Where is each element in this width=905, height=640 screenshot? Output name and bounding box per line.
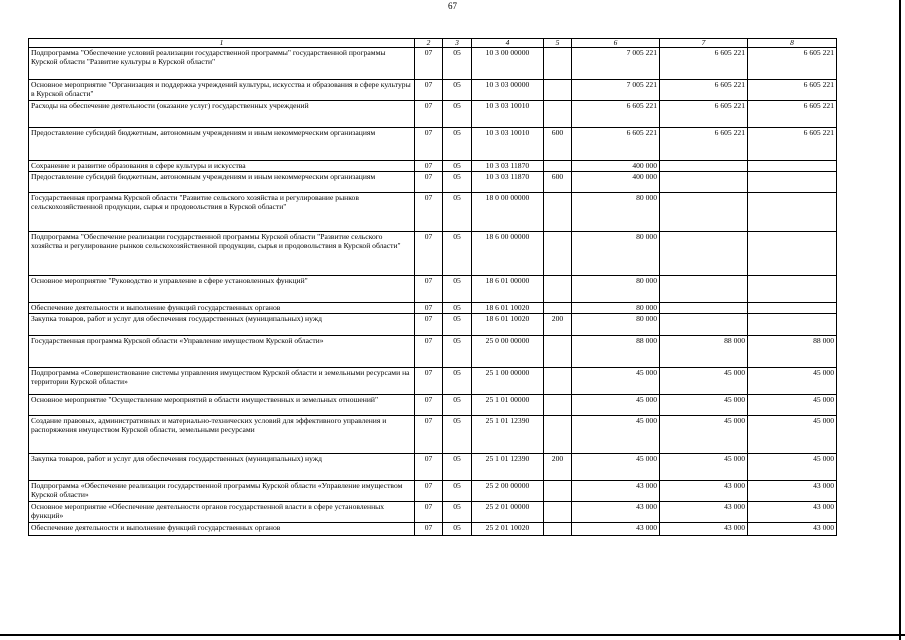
row-name: Закупка товаров, работ и услуг для обеспечения государственных (муниципальных) нужд [29,454,415,481]
row-amount-year-1: 80 000 [572,303,660,314]
col-header-section: 2 [415,39,443,48]
row-subsection: 05 [443,161,472,172]
col-header-name: 1 [29,39,415,48]
row-amount-year-3: 43 000 [748,523,837,536]
row-amount-year-2 [660,193,748,232]
row-amount-year-2: 43 000 [660,481,748,502]
row-amount-year-3: 45 000 [748,395,837,416]
row-name: Основное мероприятие «Обеспечение деятельности органов государственной власти в сфере установленных функций» [29,502,415,523]
row-expense-type [544,161,572,172]
header-row [29,39,837,48]
row-target-article: 25 2 00 00000 [472,481,544,502]
row-section: 07 [415,48,443,80]
row-section: 07 [415,80,443,101]
row-section: 07 [415,454,443,481]
row-subsection: 05 [443,502,472,523]
row-name: Предоставление субсидий бюджетным, автономным учреждениям и иным некоммерческим организациям [29,172,415,193]
row-amount-year-3: 6 605 221 [748,128,837,161]
row-amount-year-3 [748,303,837,314]
row-amount-year-1: 43 000 [572,523,660,536]
row-amount-year-2: 6 605 221 [660,128,748,161]
row-subsection: 05 [443,523,472,536]
row-amount-year-3: 6 605 221 [748,101,837,128]
row-expense-type [544,276,572,303]
row-target-article: 25 1 01 12390 [472,454,544,481]
row-expense-type [544,193,572,232]
row-section: 07 [415,416,443,454]
row-subsection: 05 [443,416,472,454]
row-amount-year-2 [660,303,748,314]
row-amount-year-3: 43 000 [748,481,837,502]
row-amount-year-3 [748,232,837,276]
row-target-article: 18 6 01 10020 [472,303,544,314]
row-section: 07 [415,336,443,368]
row-amount-year-2 [660,276,748,303]
row-name: Закупка товаров, работ и услуг для обеспечения государственных (муниципальных) нужд [29,314,415,336]
row-amount-year-1: 80 000 [572,276,660,303]
row-section: 07 [415,303,443,314]
row-target-article: 25 1 01 00000 [472,395,544,416]
row-name: Создание правовых, административных и материально-технических условий для эффективного управления и распоряжения имуществом Курской области, земельными ресурсами [29,416,415,454]
row-expense-type [544,395,572,416]
row-name: Предоставление субсидий бюджетным, автономным учреждениям и иным некоммерческим организациям [29,128,415,161]
row-expense-type [544,368,572,395]
row-expense-type [544,523,572,536]
row-amount-year-3 [748,314,837,336]
row-amount-year-1: 88 000 [572,336,660,368]
row-subsection: 05 [443,454,472,481]
row-amount-year-2 [660,161,748,172]
row-amount-year-2: 88 000 [660,336,748,368]
scan-border-bottom [0,634,905,636]
table-row [29,395,837,416]
row-expense-type: 600 [544,128,572,161]
row-expense-type: 600 [544,172,572,193]
row-amount-year-1: 45 000 [572,454,660,481]
table-row [29,232,837,276]
table-row [29,303,837,314]
row-section: 07 [415,395,443,416]
row-amount-year-2 [660,314,748,336]
table-row [29,314,837,336]
row-amount-year-3 [748,172,837,193]
row-amount-year-3: 43 000 [748,502,837,523]
row-section: 07 [415,368,443,395]
row-subsection: 05 [443,395,472,416]
row-name: Подпрограмма «Совершенствование системы управления имуществом Курской области и земельными ресурсами на территории Курской области» [29,368,415,395]
row-amount-year-1: 45 000 [572,395,660,416]
row-section: 07 [415,101,443,128]
row-amount-year-2: 43 000 [660,523,748,536]
row-amount-year-2: 45 000 [660,454,748,481]
table-row [29,276,837,303]
row-target-article: 10 3 03 00000 [472,80,544,101]
row-expense-type [544,48,572,80]
row-target-article: 25 0 00 00000 [472,336,544,368]
row-amount-year-3: 88 000 [748,336,837,368]
row-expense-type: 200 [544,314,572,336]
row-expense-type [544,101,572,128]
row-expense-type [544,416,572,454]
row-target-article: 10 3 03 11870 [472,172,544,193]
row-expense-type [544,232,572,276]
table-row [29,48,837,80]
row-name: Государственная программа Курской области «Управление имуществом Курской области» [29,336,415,368]
row-name: Обеспечение деятельности и выполнение функций государственных органов [29,303,415,314]
row-amount-year-1: 80 000 [572,232,660,276]
row-amount-year-2: 45 000 [660,368,748,395]
row-name: Подпрограмма "Обеспечение условий реализации государственной программы" государственной программы Курской области "Развитие культуры в Курской области" [29,48,415,80]
row-name: Основное мероприятие "Организация и поддержка учреждений культуры, искусства и образования в сфере культуры в Курской области" [29,80,415,101]
table-row [29,481,837,502]
table-row [29,454,837,481]
row-target-article: 10 3 03 10010 [472,101,544,128]
row-subsection: 05 [443,101,472,128]
row-amount-year-2: 45 000 [660,416,748,454]
row-target-article: 18 0 00 00000 [472,193,544,232]
row-amount-year-1: 43 000 [572,481,660,502]
row-name: Подпрограмма «Обеспечение реализации государственной программы Курской области «Управление имуществом Курской области» [29,481,415,502]
row-target-article: 10 3 03 11870 [472,161,544,172]
row-amount-year-2: 43 000 [660,502,748,523]
row-amount-year-1: 7 005 221 [572,48,660,80]
table-row [29,161,837,172]
col-header-expense-type: 5 [544,39,572,48]
budget-table-body [29,48,837,536]
row-section: 07 [415,172,443,193]
row-amount-year-1: 45 000 [572,416,660,454]
row-section: 07 [415,276,443,303]
row-amount-year-3: 45 000 [748,416,837,454]
row-amount-year-1: 45 000 [572,368,660,395]
row-subsection: 05 [443,303,472,314]
table-row [29,523,837,536]
row-amount-year-2: 6 605 221 [660,48,748,80]
row-section: 07 [415,128,443,161]
row-subsection: 05 [443,80,472,101]
row-amount-year-1: 400 000 [572,161,660,172]
row-subsection: 05 [443,128,472,161]
row-amount-year-3 [748,161,837,172]
table-row [29,128,837,161]
row-target-article: 25 1 01 12390 [472,416,544,454]
row-amount-year-3: 45 000 [748,368,837,395]
row-target-article: 18 6 01 10020 [472,314,544,336]
row-section: 07 [415,232,443,276]
row-amount-year-3 [748,193,837,232]
row-amount-year-1: 7 005 221 [572,80,660,101]
row-target-article: 18 6 00 00000 [472,232,544,276]
row-name: Государственная программа Курской области "Развитие сельского хозяйства и регулирование рынков сельскохозяйственной продукции, сырья и продовольствия в Курской области" [29,193,415,232]
table-row [29,172,837,193]
row-amount-year-3: 45 000 [748,454,837,481]
row-amount-year-2 [660,232,748,276]
row-section: 07 [415,502,443,523]
row-subsection: 05 [443,314,472,336]
table-row [29,193,837,232]
row-section: 07 [415,523,443,536]
row-amount-year-2: 6 605 221 [660,80,748,101]
row-subsection: 05 [443,276,472,303]
row-target-article: 25 1 00 00000 [472,368,544,395]
row-target-article: 10 3 03 10010 [472,128,544,161]
row-name: Расходы на обеспечение деятельности (оказание услуг) государственных учреждений [29,101,415,128]
row-subsection: 05 [443,232,472,276]
col-header-year-3: 8 [748,39,837,48]
table-row [29,336,837,368]
row-amount-year-2: 6 605 221 [660,101,748,128]
table-row [29,80,837,101]
col-header-year-1: 6 [572,39,660,48]
table-row [29,416,837,454]
row-target-article: 25 2 01 00000 [472,502,544,523]
row-amount-year-1: 6 605 221 [572,128,660,161]
row-name: Подпрограмма "Обеспечение реализации государственной программы Курской области "Развитие сельского хозяйства и регулирование рынков сельскохозяйственной продукции, сырья и продовольствия в Курской области" [29,232,415,276]
row-subsection: 05 [443,368,472,395]
row-name: Основное мероприятие "Осуществление мероприятий в области имущественных и земельных отношений" [29,395,415,416]
row-amount-year-3: 6 605 221 [748,48,837,80]
row-expense-type [544,303,572,314]
row-expense-type [544,80,572,101]
budget-table [28,38,837,536]
row-amount-year-1: 400 000 [572,172,660,193]
table-row [29,502,837,523]
row-amount-year-1: 80 000 [572,314,660,336]
row-section: 07 [415,193,443,232]
row-expense-type [544,502,572,523]
row-subsection: 05 [443,193,472,232]
table-row [29,101,837,128]
row-name: Основное мероприятие "Руководство и управление в сфере установленных функций" [29,276,415,303]
row-amount-year-2 [660,172,748,193]
table-row [29,368,837,395]
row-expense-type [544,336,572,368]
row-expense-type: 200 [544,454,572,481]
row-name: Сохранение и развитие образования в сфере культуры и искусства [29,161,415,172]
row-target-article: 18 6 01 00000 [472,276,544,303]
row-subsection: 05 [443,172,472,193]
col-header-year-2: 7 [660,39,748,48]
row-subsection: 05 [443,336,472,368]
row-expense-type [544,481,572,502]
row-amount-year-3 [748,276,837,303]
row-amount-year-1: 80 000 [572,193,660,232]
row-section: 07 [415,314,443,336]
col-header-subsection: 3 [443,39,472,48]
page-number: 67 [448,1,457,11]
row-amount-year-3: 6 605 221 [748,80,837,101]
row-name: Обеспечение деятельности и выполнение функций государственных органов [29,523,415,536]
row-subsection: 05 [443,48,472,80]
scan-border-right [899,0,901,640]
row-amount-year-1: 43 000 [572,502,660,523]
row-subsection: 05 [443,481,472,502]
row-amount-year-2: 45 000 [660,395,748,416]
row-target-article: 25 2 01 10020 [472,523,544,536]
row-target-article: 10 3 00 00000 [472,48,544,80]
row-amount-year-1: 6 605 221 [572,101,660,128]
row-section: 07 [415,481,443,502]
col-header-target-article: 4 [472,39,544,48]
row-section: 07 [415,161,443,172]
